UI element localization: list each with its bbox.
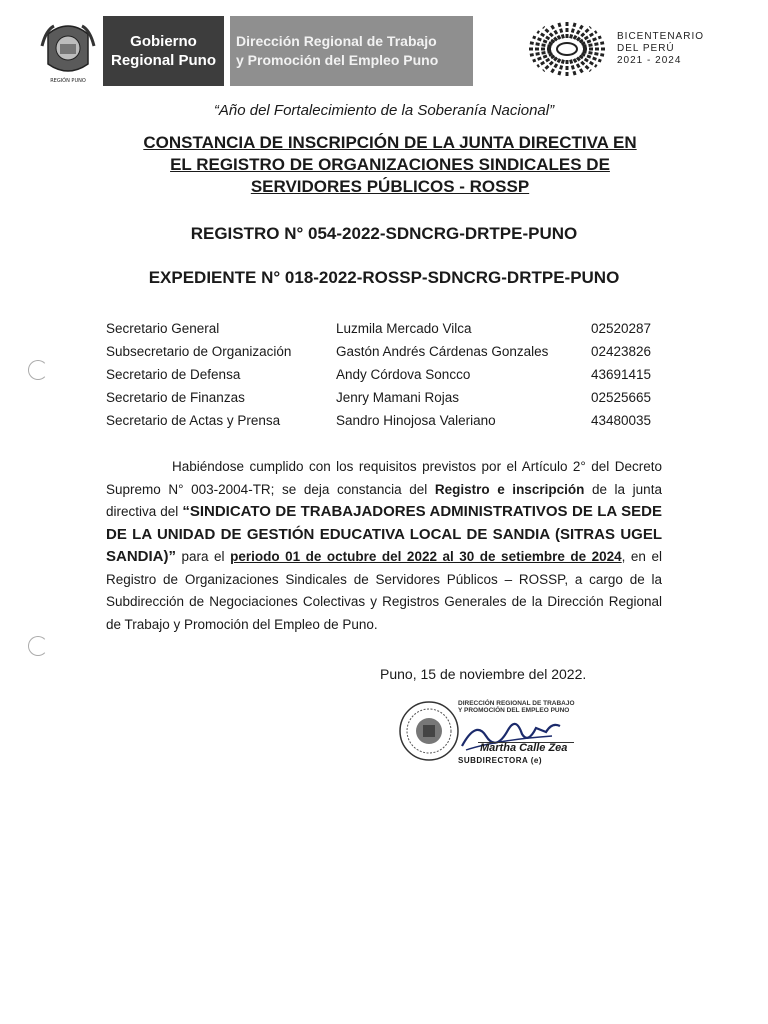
signatory-name: Martha Calle Zea <box>480 742 568 754</box>
bicentenario-logo <box>526 18 608 80</box>
direccion-line2: y Promoción del Empleo Puno <box>236 52 439 68</box>
officer-name: Jenry Mamani Rojas <box>336 390 460 405</box>
union-name: “SINDICATO DE TRABAJADORES ADMINISTRATIVOS DE LA SEDE DE LA UNIDAD DE GESTIÓN EDUCATIVA LOCAL DE SANDIA (SITRAS UGEL SANDIA)” <box>106 503 662 565</box>
officer-row <box>106 317 666 340</box>
body-junta: de la junta directiva del <box>106 481 662 519</box>
officer-row <box>106 409 666 432</box>
officer-row <box>106 386 666 409</box>
officer-row <box>106 363 666 386</box>
gobierno-line1: Gobierno <box>130 33 197 50</box>
officer-dni: 43480035 <box>591 413 652 428</box>
official-seal <box>398 700 460 762</box>
bicentenario-line2: DEL PERÚ <box>617 43 675 54</box>
body-para-el: para el <box>181 549 225 564</box>
title-line1: CONSTANCIA DE INSCRIPCIÓN DE LA JUNTA DIRECTIVA EN <box>143 133 637 152</box>
officer-role: Secretario de Defensa <box>106 367 241 382</box>
bicentenario-line3: 2021 - 2024 <box>617 55 682 66</box>
title-line3: SERVIDORES PÚBLICOS - ROSSP <box>250 177 530 196</box>
body-registro-bold: Registro e inscripción <box>434 481 585 497</box>
officer-role: Secretario de Finanzas <box>106 390 245 405</box>
officer-dni: 02525665 <box>591 390 652 405</box>
expediente-number: EXPEDIENTE N° 018-2022-ROSSP-SDNCRG-DRTPE-PUNO <box>148 268 620 287</box>
direccion-regional-badge <box>230 16 473 86</box>
gobierno-regional-badge <box>103 16 224 86</box>
officer-row <box>106 340 666 363</box>
logo-ray <box>530 43 551 47</box>
officers-table <box>106 317 666 432</box>
stamp-line2: Y PROMOCIÓN DEL EMPLEO PUNO <box>458 707 570 714</box>
direccion-line1: Dirección Regional de Trabajo <box>236 33 437 49</box>
logo-ray <box>583 51 604 55</box>
registro-number: REGISTRO N° 054-2022-SDNCRG-DRTPE-PUNO <box>190 224 578 243</box>
bicentenario-line1: BICENTENARIO <box>617 31 705 42</box>
officer-name: Andy Córdova Soncco <box>336 367 471 382</box>
certificate-body <box>106 456 662 636</box>
year-motto: “Año del Fortalecimiento de la Soberanía Nacional” <box>213 102 555 119</box>
body-intro: Habiéndose cumplido con los requisitos previstos por el Artículo 2° del Decreto Supremo N° 003-2004-TR; se deja constancia del <box>106 459 662 497</box>
document-title <box>110 132 670 198</box>
regional-crest-logo <box>40 16 96 84</box>
punch-hole-mark <box>28 360 48 380</box>
officer-dni: 02423826 <box>591 344 652 359</box>
bicentenario-text <box>617 31 704 67</box>
title-line2: EL REGISTRO DE ORGANIZACIONES SINDICALES DE <box>170 155 610 174</box>
stamp-line1: DIRECCIÓN REGIONAL DE TRABAJO <box>458 700 575 707</box>
officer-role: Secretario General <box>106 321 220 336</box>
officer-name: Luzmila Mercado Vilca <box>336 321 472 336</box>
officer-name: Sandro Hinojosa Valeriano <box>336 413 496 428</box>
issue-date: Puno, 15 de noviembre del 2022. <box>380 666 587 682</box>
officer-dni: 43691415 <box>591 367 652 382</box>
crest-caption: REGIÓN PUNO <box>50 78 86 84</box>
validity-period: periodo 01 de octubre del 2022 al 30 de setiembre de 2024 <box>230 549 622 564</box>
logo-ray <box>583 43 604 47</box>
body-closing: , en el Registro de Organizaciones Sindicales de Servidores Públicos – ROSSP, a cargo de la Subdirección de Negociaciones Colectivas y Registros Generales de la Dirección Regional de Trabajo y Promoción del Empleo de Puno. <box>106 549 662 632</box>
logo-ray <box>530 51 551 55</box>
officer-role: Secretario de Actas y Prensa <box>106 413 281 428</box>
officer-dni: 02520287 <box>591 321 652 336</box>
officer-name: Gastón Andrés Cárdenas Gonzales <box>336 344 549 359</box>
punch-hole-mark <box>28 636 48 656</box>
signatory-title: SUBDIRECTORA (e) <box>458 756 543 765</box>
gobierno-line2: Regional Puno <box>111 52 216 69</box>
officer-role: Subsecretario de Organización <box>106 344 292 359</box>
